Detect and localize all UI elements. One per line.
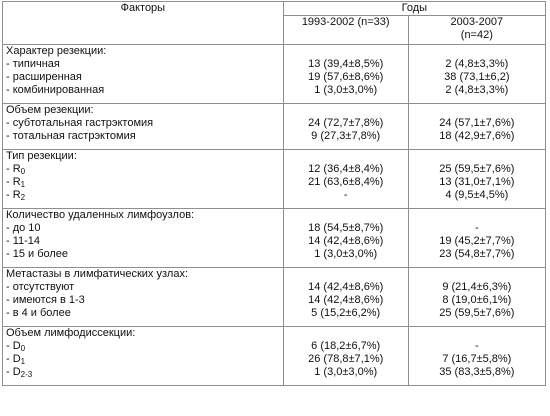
header-factors: Факторы [3,2,284,45]
row-label [6,58,280,71]
period1-values-cell [283,327,408,386]
cell-bottom-padding [412,202,542,208]
period2-value: 8 (19,0±6,1%) [442,294,512,306]
results-table [2,1,546,386]
section-row [3,45,546,104]
row-label-text: - D [6,340,21,352]
row-label-text: - R [6,189,21,201]
header-row-1 [3,2,546,16]
cell-bottom-padding [6,143,280,149]
cell-bottom-padding [412,261,542,267]
cell-bottom-padding [287,143,405,149]
title-spacer [412,327,542,340]
period1-values-cell [283,104,408,150]
cell-bottom-padding [412,320,542,326]
period1-values-cell [283,268,408,327]
row-label [6,235,280,248]
period2-value: 23 (54,8±7,7%) [439,248,515,260]
row-label-text: - расширенная [6,71,82,83]
row-label-text: - в 4 и более [6,307,71,319]
period2-values-cell [408,104,545,150]
section-title: Объем резекции: [6,104,94,116]
row-label-text: - до 10 [6,222,41,234]
period1-value: 13 (39,4±8,5%) [308,58,384,70]
row-label-text: - 11-14 [6,235,41,247]
row-label-text: - типичная [6,58,60,70]
period1-value: 18 (54,5±8,7%) [308,222,384,234]
period2-value: 4 (9,5±4,5%) [445,189,509,201]
row-label-text: - субтотальная гастрэктомия [6,117,154,129]
section-title: Тип резекции: [6,150,77,162]
row-label-text: - 15 и более [6,248,69,260]
row-label-subscript: 2 [20,193,26,202]
cell-bottom-padding [287,261,405,267]
period2-value: - [475,222,479,234]
period1-value: - [343,189,348,201]
title-spacer [287,327,405,340]
row-label [6,163,280,176]
cell-bottom-padding [287,320,405,326]
row-label [6,353,280,366]
period1-value: 12 (36,4±8,4%) [308,163,384,175]
period1-value: 5 (15,2±6,2%) [311,307,381,319]
period2-values-cell [408,268,545,327]
cell-bottom-padding [412,379,542,385]
row-label-subscript: 0 [20,167,26,176]
period2-values-cell [408,45,545,104]
header-period1-text: 1993-2002 (n=33) [301,16,390,28]
period1-value: 26 (78,8±7,1%) [308,353,384,365]
section-title: Характер резекции: [6,45,107,57]
period2-values-cell [408,209,545,268]
cell-bottom-padding [6,261,280,267]
section-labels-cell [3,104,284,150]
title-spacer [412,209,542,222]
period2-value: 2 (4,8±3,3%) [445,84,509,96]
period1-value: 1 (3,0±3,0%) [314,248,378,260]
row-label [6,84,280,97]
title-spacer [412,150,542,163]
section-labels-cell [3,327,284,386]
section-title: Объем лимфодиссекции: [6,327,136,339]
section-title: Метастазы в лимфатических узлах: [6,268,188,280]
section-row [3,268,546,327]
header-years: Годы [283,2,545,16]
period2-value: - [475,340,479,352]
period2-values-cell [408,150,545,209]
period2-value: 13 (31,0±7,1%) [439,176,515,188]
period2-value: 35 (83,3±5,8%) [439,366,515,378]
row-label [6,71,280,84]
row-label-text: - R [6,163,21,175]
row-label [6,366,280,379]
header-period2-line1: 2003-2007 [450,16,504,28]
section-row [3,327,546,386]
section-title: Количество удаленных лимфоузлов: [6,209,195,221]
period1-value: 14 (42,4±8,6%) [308,294,384,306]
title-spacer [287,45,405,58]
period1-values-cell [283,45,408,104]
period2-value: 2 (4,8±3,3%) [445,58,509,70]
row-label-subscript: 1 [20,357,26,366]
period2-value: 7 (16,7±5,8%) [442,353,512,365]
row-label [6,248,280,261]
section-labels-cell [3,45,284,104]
row-label [6,281,280,294]
period2-value: 25 (59,5±7,6%) [439,163,515,175]
header-period-2003-2007 [408,16,545,45]
cell-bottom-padding [287,97,405,103]
section-labels-cell [3,268,284,327]
cell-bottom-padding [412,97,542,103]
period1-value: 9 (27,3±7,8%) [311,130,381,142]
row-label-text: - имеются в 1-3 [6,294,85,306]
row-label-text: - D [6,353,21,365]
row-label [6,340,280,353]
period1-value: 24 (72,7±7,8%) [308,117,384,129]
section-row [3,150,546,209]
section-labels-cell [3,209,284,268]
period1-values-cell [283,209,408,268]
period1-value: 19 (57,6±8,6%) [308,71,384,83]
row-label [6,307,280,320]
section-row [3,104,546,150]
period2-value: 24 (57,1±7,6%) [439,117,515,129]
row-label [6,117,280,130]
title-spacer [287,209,405,222]
row-label-text: - D [6,366,21,378]
period2-value: 18 (42,9±7,6%) [439,130,515,142]
cell-bottom-padding [287,202,405,208]
cell-bottom-padding [412,143,542,149]
row-label-subscript: 2-3 [20,370,33,379]
title-spacer [412,104,542,117]
period2-value: 9 (21,4±6,3%) [442,281,512,293]
cell-bottom-padding [6,202,280,208]
period1-value: 14 (42,4±8,6%) [308,235,384,247]
row-label-text: - тотальная гастрэктомия [6,130,136,142]
title-spacer [287,104,405,117]
section-row [3,209,546,268]
period1-value: 21 (63,6±8,4%) [308,176,384,188]
period2-value: 25 (59,5±7,6%) [439,307,515,319]
period2-value: 19 (45,2±7,7%) [439,235,515,247]
cell-bottom-padding [6,379,280,385]
title-spacer [287,268,405,281]
period1-values-cell [283,150,408,209]
period1-value: 6 (18,2±6,7%) [311,340,381,352]
row-label-text: - комбинированная [6,84,105,96]
title-spacer [412,268,542,281]
row-label-subscript: 1 [20,180,26,189]
row-label [6,176,280,189]
period1-value: 1 (3,0±3,0%) [314,366,378,378]
cell-bottom-padding [287,379,405,385]
section-labels-cell [3,150,284,209]
row-label [6,130,280,143]
period1-value: 1 (3,0±3,0%) [314,84,378,96]
cell-bottom-padding [6,320,280,326]
period2-values-cell [408,327,545,386]
row-label [6,222,280,235]
row-label-text: - R [6,176,21,188]
row-label-text: - отсутствуют [6,281,75,293]
header-period2-line2: (n=42) [460,29,493,41]
row-label [6,189,280,202]
period2-value: 38 (73,1±6,2) [444,71,510,83]
title-spacer [287,150,405,163]
row-label-subscript: 0 [20,344,26,353]
period1-value: 14 (42,4±8,6%) [308,281,384,293]
cell-bottom-padding [6,97,280,103]
header-period-1993-2002 [283,16,408,45]
title-spacer [412,45,542,58]
row-label [6,294,280,307]
